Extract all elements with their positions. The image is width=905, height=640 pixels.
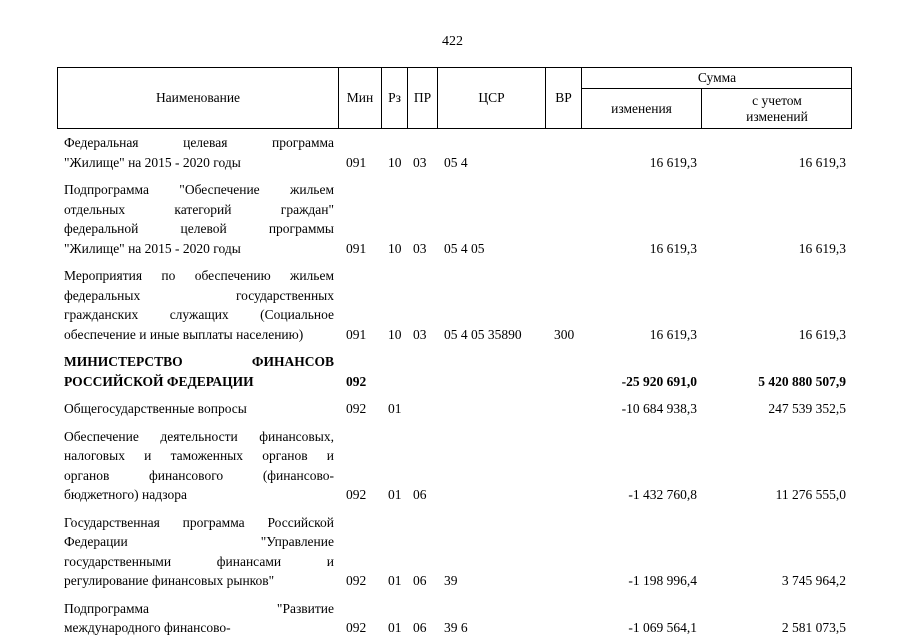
row-change: 16 619,3 <box>649 326 697 342</box>
row-rz: 01 <box>388 620 402 635</box>
row-min: 092 <box>346 487 367 502</box>
row-rz: 01 <box>388 487 402 502</box>
row-name <box>64 399 334 419</box>
row-name-line: налоговых и таможенных органов и <box>64 448 334 463</box>
table-row <box>57 399 852 419</box>
header-with-changes <box>702 89 852 128</box>
row-total: 16 619,3 <box>798 154 846 170</box>
header-min: Мин <box>339 68 382 128</box>
row-name <box>64 513 334 591</box>
table-row <box>57 352 852 391</box>
row-min: 092 <box>346 401 367 416</box>
table-row <box>57 599 852 638</box>
header-rz: Рз <box>382 68 408 128</box>
table-row <box>57 180 852 258</box>
row-name-line: бюджетного) надзора <box>64 487 187 502</box>
table-row <box>57 427 852 505</box>
row-name-line: Федеральная целевая программа <box>64 135 334 150</box>
row-csr: 05 4 05 35890 <box>444 326 522 342</box>
table-row <box>57 266 852 344</box>
row-change: -1 069 564,1 <box>628 620 697 635</box>
row-change: 16 619,3 <box>649 154 697 170</box>
table-row <box>57 513 852 591</box>
header-with-changes-line2: изменений <box>746 108 808 124</box>
row-name-line: обеспечение и иные выплаты населению) <box>64 326 304 342</box>
row-rz: 10 <box>388 240 402 256</box>
row-name <box>64 266 334 344</box>
row-name-line: Государственная программа Российской <box>64 514 334 530</box>
row-change: -1 432 760,8 <box>628 487 697 502</box>
row-name <box>64 180 334 258</box>
header-csr: ЦСР <box>438 68 546 128</box>
table-header <box>57 67 852 129</box>
row-rz: 01 <box>388 401 402 416</box>
row-name-line: Мероприятия по обеспечению жильем <box>64 268 334 283</box>
row-min: 092 <box>346 373 367 389</box>
row-name-line: гражданских служащих (Социальное <box>64 307 334 322</box>
row-csr: 39 <box>444 573 458 588</box>
table-row <box>57 133 852 172</box>
row-pr: 06 <box>413 487 427 502</box>
row-change: -25 920 691,0 <box>621 373 697 389</box>
row-total: 16 619,3 <box>798 326 846 342</box>
row-vr: 300 <box>554 326 575 342</box>
row-change: -1 198 996,4 <box>628 573 697 588</box>
row-name-line: РОССИЙСКОЙ ФЕДЕРАЦИИ <box>64 373 254 389</box>
row-csr: 39 6 <box>444 620 468 635</box>
row-name <box>64 352 334 391</box>
row-min: 092 <box>346 620 367 635</box>
row-total: 3 745 964,2 <box>781 573 846 588</box>
header-name: Наименование <box>58 68 339 128</box>
row-name-line: федеральных государственных <box>64 287 334 303</box>
row-rz: 01 <box>388 573 402 588</box>
row-name-line: Подпрограмма "Обеспечение жильем <box>64 182 334 197</box>
header-with-changes-line1: с учетом <box>752 92 802 108</box>
row-pr: 06 <box>413 620 427 635</box>
row-name-line: Подпрограмма "Развитие <box>64 600 334 616</box>
row-total: 2 581 073,5 <box>781 620 846 635</box>
row-total: 5 420 880 507,9 <box>758 373 846 389</box>
row-name-line: "Жилище" на 2015 - 2020 годы <box>64 240 241 256</box>
row-min: 091 <box>346 154 367 170</box>
header-pr: ПР <box>408 68 438 128</box>
header-change: изменения <box>582 89 702 128</box>
row-name-line: Федерации "Управление <box>64 534 334 549</box>
row-rz: 10 <box>388 326 402 342</box>
row-pr: 03 <box>413 240 427 256</box>
row-name-line: международного финансово- <box>64 620 231 635</box>
row-total: 247 539 352,5 <box>768 401 846 416</box>
header-vr: ВР <box>546 68 582 128</box>
header-sum: Сумма <box>582 68 852 89</box>
row-name <box>64 427 334 505</box>
row-pr: 03 <box>413 326 427 342</box>
row-name-line: федеральной целевой программы <box>64 221 334 236</box>
row-name-line: МИНИСТЕРСТВО ФИНАНСОВ <box>64 354 334 369</box>
row-pr: 03 <box>413 154 427 170</box>
row-csr: 05 4 <box>444 154 468 170</box>
row-csr: 05 4 05 <box>444 240 485 256</box>
row-min: 091 <box>346 326 367 342</box>
row-rz: 10 <box>388 154 402 170</box>
row-name-line: органов финансового (финансово- <box>64 467 334 483</box>
row-total: 16 619,3 <box>798 240 846 256</box>
row-change: 16 619,3 <box>649 240 697 256</box>
row-min: 091 <box>346 240 367 256</box>
row-min: 092 <box>346 573 367 588</box>
row-pr: 06 <box>413 573 427 588</box>
row-name-line: отдельных категорий граждан" <box>64 201 334 217</box>
row-name-line: "Жилище" на 2015 - 2020 годы <box>64 154 241 170</box>
row-change: -10 684 938,3 <box>621 401 697 416</box>
row-name-line: Обеспечение деятельности финансовых, <box>64 428 334 444</box>
row-name <box>64 133 334 172</box>
row-total: 11 276 555,0 <box>775 487 846 502</box>
page-number: 422 <box>442 34 463 49</box>
row-name-line: государственными финансами и <box>64 553 334 569</box>
row-name-line: Общегосударственные вопросы <box>64 401 247 416</box>
row-name <box>64 599 334 638</box>
row-name-line: регулирование финансовых рынков" <box>64 573 275 588</box>
